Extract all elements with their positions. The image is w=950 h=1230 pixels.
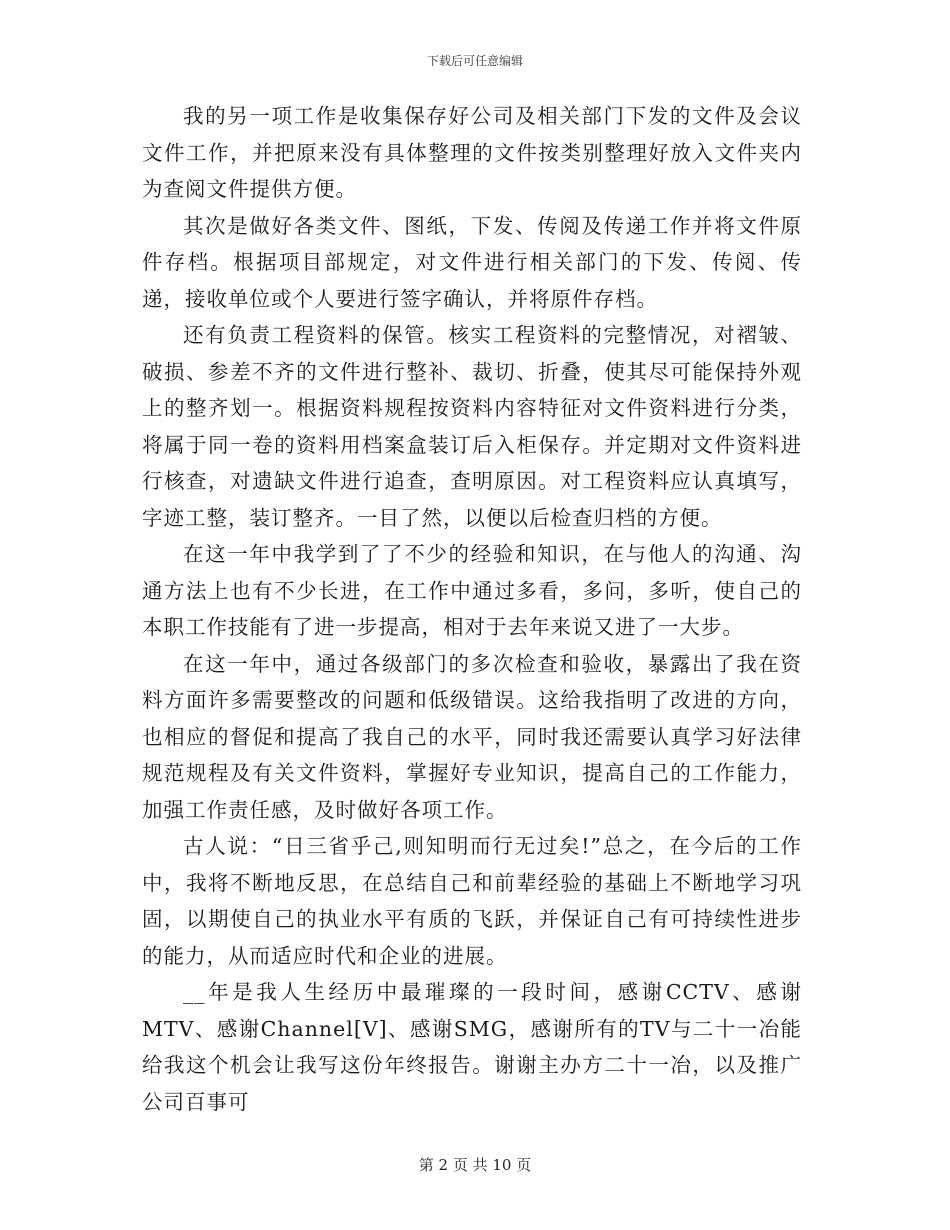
paragraph-engineering-records: 还有负责工程资料的保管。核实工程资料的完整情况，对褶皱、破损、参差不齐的文件进行整补、裁切、折叠，使其尽可能保持外观上的整齐划一。根据资料规程按资料内容特征对文件资料进行分类，将属于同一卷的资料用档案盒装订后入柜保存。并定期对文件资料进行核查，对遗缺文件进行追查，查明原因。对工程资料应认真填写，字迹工整，装订整齐。一目了然，以便以后检查归档的方便。 [142,323,802,530]
paragraph-file-collection: 我的另一项工作是收集保存好公司及相关部门下发的文件及会议文件工作，并把原来没有具体整理的文件按类别整理好放入文件夹内为查阅文件提供方便。 [142,104,802,201]
paragraph-thanks: __年是我人生经历中最璀璨的一段时间，感谢CCTV、感谢MTV、感谢Channel[V]、感谢SMG，感谢所有的TV与二十一冶能给我这个机会让我写这份年终报告。谢谢主办方二十一冶，以及推广公司百事可 [142,980,802,1114]
document-body [142,98,802,1120]
page-number: 第 2 页 共 10 页 [418,1156,532,1174]
paragraph-inspections: 在这一年中，通过各级部门的多次检查和验收，暴露出了我在资料方面许多需要整改的问题和低级错误。这给我指明了改进的方向，也相应的督促和提高了我自己的水平，同时我还需要认真学习好法律规范规程及有关文件资料，掌握好专业知识，提高自己的工作能力，加强工作责任感，及时做好各项工作。 [142,651,802,822]
paragraph-year-learning: 在这一年中我学到了了不少的经验和知识，在与他人的沟通、沟通方法上也有不少长进，在工作中通过多看，多问，多听，使自己的本职工作技能有了进一步提高，相对于去年来说又进了一大步。 [142,542,802,639]
page-header-note: 下载后可任意编辑 [426,54,523,68]
paragraph-file-distribution: 其次是做好各类文件、图纸，下发、传阅及传递工作并将文件原件存档。根据项目部规定，对文件进行相关部门的下发、传阅、传递，接收单位或个人要进行签字确认，并将原件存档。 [142,213,802,311]
paragraph-reflection: 古人说：“日三省乎己,则知明而行无过矣!”总之，在今后的工作中，我将不断地反思，在总结自己和前辈经验的基础上不断地学习巩固，以期使自己的执业水平有质的飞跃，并保证自己有可持续性进步的能力，从而适应时代和企业的进展。 [142,834,802,968]
